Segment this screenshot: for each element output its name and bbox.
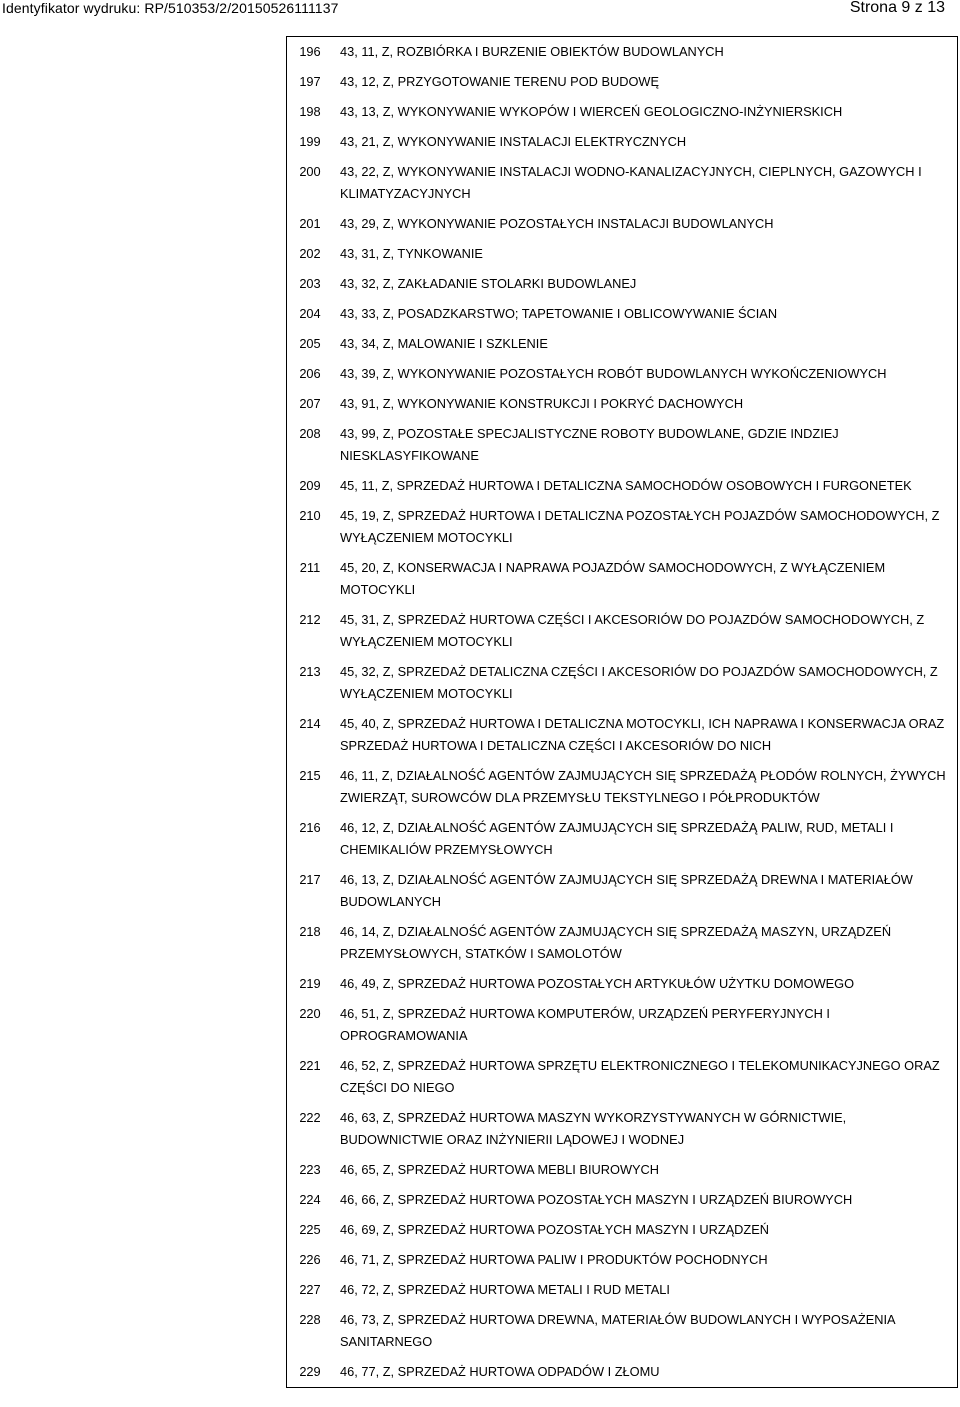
activity-codes-table <box>286 36 958 1388</box>
row-number: 196 <box>299 44 321 59</box>
row-activity-text: 46, 66, Z, SPRZEDAŻ HURTOWA POZOSTAŁYCH MASZYN I URZĄDZEŃ BIUROWYCH <box>340 1192 853 1207</box>
row-activity-text: 46, 77, Z, SPRZEDAŻ HURTOWA ODPADÓW I ZŁOMU <box>340 1364 660 1379</box>
table-row <box>287 999 958 1051</box>
activity-codes-body <box>287 37 958 1388</box>
row-number: 207 <box>299 396 321 411</box>
row-number: 222 <box>299 1110 321 1125</box>
table-row <box>287 97 958 127</box>
row-activity-text: 43, 11, Z, ROZBIÓRKA I BURZENIE OBIEKTÓW BUDOWLANYCH <box>340 44 724 59</box>
table-row <box>287 127 958 157</box>
row-number: 199 <box>299 134 321 149</box>
table-row <box>287 329 958 359</box>
table-row <box>287 657 958 709</box>
table-row <box>287 501 958 553</box>
row-activity-text: 43, 22, Z, WYKONYWANIE INSTALACJI WODNO-KANALIZACYJNYCH, CIEPLNYCH, GAZOWYCH I KLIMATYZACYJNYCH <box>340 164 922 201</box>
row-activity-text: 43, 33, Z, POSADZKARSTWO; TAPETOWANIE I OBLICOWYWANIE ŚCIAN <box>340 306 778 321</box>
row-activity-text: 46, 71, Z, SPRZEDAŻ HURTOWA PALIW I PRODUKTÓW POCHODNYCH <box>340 1252 768 1267</box>
table-row <box>287 1275 958 1305</box>
table-row <box>287 299 958 329</box>
row-number: 214 <box>299 716 321 731</box>
row-number: 228 <box>299 1312 321 1327</box>
table-row <box>287 269 958 299</box>
row-number: 201 <box>299 216 321 231</box>
table-row <box>287 1103 958 1155</box>
row-activity-text: 46, 49, Z, SPRZEDAŻ HURTOWA POZOSTAŁYCH ARTYKUŁÓW UŻYTKU DOMOWEGO <box>340 976 855 991</box>
row-activity-text: 43, 12, Z, PRZYGOTOWANIE TERENU POD BUDOWĘ <box>340 74 660 89</box>
row-activity-text: 46, 12, Z, DZIAŁALNOŚĆ AGENTÓW ZAJMUJĄCYCH SIĘ SPRZEDAŻĄ PALIW, RUD, METALI I CHEMIKALIÓW PRZEMYSŁOWYCH <box>340 820 894 857</box>
table-row <box>287 1215 958 1245</box>
table-row <box>287 865 958 917</box>
row-number: 206 <box>299 366 321 381</box>
row-number: 205 <box>299 336 321 351</box>
row-number: 213 <box>299 664 321 679</box>
row-activity-text: 46, 52, Z, SPRZEDAŻ HURTOWA SPRZĘTU ELEKTRONICZNEGO I TELEKOMUNIKACYJNEGO ORAZ CZĘŚCI DO NIEGO <box>340 1058 940 1095</box>
row-activity-text: 46, 69, Z, SPRZEDAŻ HURTOWA POZOSTAŁYCH MASZYN I URZĄDZEŃ <box>340 1222 770 1237</box>
row-activity-text: 43, 34, Z, MALOWANIE I SZKLENIE <box>340 336 548 351</box>
table-row <box>287 1305 958 1357</box>
row-number: 200 <box>299 164 321 179</box>
row-activity-text: 45, 40, Z, SPRZEDAŻ HURTOWA I DETALICZNA MOTOCYKLI, ICH NAPRAWA I KONSERWACJA ORAZ SPRZEDAŻ HURTOWA I DETALICZNA CZĘŚCI I AKCESORIÓW DO NICH <box>340 716 945 753</box>
table-row <box>287 419 958 471</box>
row-number: 223 <box>299 1162 321 1177</box>
row-activity-text: 46, 13, Z, DZIAŁALNOŚĆ AGENTÓW ZAJMUJĄCYCH SIĘ SPRZEDAŻĄ DREWNA I MATERIAŁÓW BUDOWLANYCH <box>340 872 913 909</box>
row-number: 208 <box>299 426 321 441</box>
row-activity-text: 43, 21, Z, WYKONYWANIE INSTALACJI ELEKTRYCZNYCH <box>340 134 687 149</box>
row-activity-text: 43, 99, Z, POZOSTAŁE SPECJALISTYCZNE ROBOTY BUDOWLANE, GDZIE INDZIEJ NIESKLASYFIKOWANE <box>340 426 839 463</box>
row-activity-text: 43, 39, Z, WYKONYWANIE POZOSTAŁYCH ROBÓT BUDOWLANYCH WYKOŃCZENIOWYCH <box>340 366 887 381</box>
row-activity-text: 43, 31, Z, TYNKOWANIE <box>340 246 483 261</box>
table-row <box>287 1051 958 1103</box>
row-activity-text: 46, 65, Z, SPRZEDAŻ HURTOWA MEBLI BIUROWYCH <box>340 1162 660 1177</box>
row-activity-text: 46, 72, Z, SPRZEDAŻ HURTOWA METALI I RUD METALI <box>340 1282 670 1297</box>
row-number: 226 <box>299 1252 321 1267</box>
row-number: 229 <box>299 1364 321 1379</box>
table-row <box>287 709 958 761</box>
row-number: 219 <box>299 976 321 991</box>
row-number: 227 <box>299 1282 321 1297</box>
row-number: 212 <box>299 612 321 627</box>
row-activity-text: 46, 51, Z, SPRZEDAŻ HURTOWA KOMPUTERÓW, URZĄDZEŃ PERYFERYJNYCH I OPROGRAMOWANIA <box>340 1006 830 1043</box>
table-row <box>287 157 958 209</box>
table-row <box>287 239 958 269</box>
table-row <box>287 553 958 605</box>
row-number: 197 <box>299 74 321 89</box>
table-row <box>287 969 958 999</box>
row-number: 220 <box>299 1006 321 1021</box>
row-number: 209 <box>299 478 321 493</box>
table-row <box>287 813 958 865</box>
table-row <box>287 605 958 657</box>
row-activity-text: 45, 31, Z, SPRZEDAŻ HURTOWA CZĘŚCI I AKCESORIÓW DO POJAZDÓW SAMOCHODOWYCH, Z WYŁĄCZENIEM MOTOCYKLI <box>340 612 925 649</box>
row-number: 204 <box>299 306 321 321</box>
row-number: 225 <box>299 1222 321 1237</box>
page-number: Strona 9 z 13 <box>849 0 945 16</box>
row-number: 203 <box>299 276 321 291</box>
row-number: 216 <box>299 820 321 835</box>
row-activity-text: 45, 32, Z, SPRZEDAŻ DETALICZNA CZĘŚCI I AKCESORIÓW DO POJAZDÓW SAMOCHODOWYCH, Z WYŁĄCZENIEM MOTOCYKLI <box>340 664 938 701</box>
row-activity-text: 43, 29, Z, WYKONYWANIE POZOSTAŁYCH INSTALACJI BUDOWLANYCH <box>340 216 774 231</box>
row-number: 210 <box>299 508 321 523</box>
table-row <box>287 359 958 389</box>
row-number: 202 <box>299 246 321 261</box>
table-row <box>287 1185 958 1215</box>
row-activity-text: 46, 11, Z, DZIAŁALNOŚĆ AGENTÓW ZAJMUJĄCYCH SIĘ SPRZEDAŻĄ PŁODÓW ROLNYCH, ŻYWYCH ZWIERZĄT, SUROWCÓW DLA PRZEMYSŁU TEKSTYLNEGO I PÓŁPRODUKTÓW <box>340 768 946 805</box>
table-row <box>287 1245 958 1275</box>
table-row <box>287 67 958 97</box>
table-row <box>287 471 958 501</box>
row-activity-text: 46, 63, Z, SPRZEDAŻ HURTOWA MASZYN WYKORZYSTYWANYCH W GÓRNICTWIE, BUDOWNICTWIE ORAZ INŻYNIERII LĄDOWEJ I WODNEJ <box>340 1110 847 1147</box>
row-number: 224 <box>299 1192 321 1207</box>
table-row <box>287 389 958 419</box>
table-row <box>287 761 958 813</box>
table-row <box>287 1155 958 1185</box>
table-row <box>287 1357 958 1388</box>
row-number: 218 <box>299 924 321 939</box>
row-activity-text: 43, 91, Z, WYKONYWANIE KONSTRUKCJI I POKRYĆ DACHOWYCH <box>340 396 744 411</box>
row-number: 211 <box>299 560 321 575</box>
row-number: 215 <box>299 768 321 783</box>
row-activity-text: 45, 19, Z, SPRZEDAŻ HURTOWA I DETALICZNA POZOSTAŁYCH POJAZDÓW SAMOCHODOWYCH, Z WYŁĄCZENIEM MOTOCYKLI <box>340 508 940 545</box>
row-activity-text: 43, 13, Z, WYKONYWANIE WYKOPÓW I WIERCEŃ GEOLOGICZNO-INŻYNIERSKICH <box>340 104 843 119</box>
row-activity-text: 45, 11, Z, SPRZEDAŻ HURTOWA I DETALICZNA SAMOCHODÓW OSOBOWYCH I FURGONETEK <box>340 478 912 493</box>
row-activity-text: 46, 14, Z, DZIAŁALNOŚĆ AGENTÓW ZAJMUJĄCYCH SIĘ SPRZEDAŻĄ MASZYN, URZĄDZEŃ PRZEMYSŁOWYCH, STATKÓW I SAMOLOTÓW <box>340 924 892 961</box>
row-activity-text: 46, 73, Z, SPRZEDAŻ HURTOWA DREWNA, MATERIAŁÓW BUDOWLANYCH I WYPOSAŻENIA SANITARNEGO <box>340 1312 895 1349</box>
print-identifier: Identyfikator wydruku: RP/510353/2/20150526111137 <box>2 0 339 16</box>
row-number: 198 <box>299 104 321 119</box>
row-number: 217 <box>299 872 321 887</box>
table-row <box>287 209 958 239</box>
table-row <box>287 917 958 969</box>
row-activity-text: 45, 20, Z, KONSERWACJA I NAPRAWA POJAZDÓW SAMOCHODOWYCH, Z WYŁĄCZENIEM MOTOCYKLI <box>340 560 886 597</box>
table-row <box>287 37 958 68</box>
row-activity-text: 43, 32, Z, ZAKŁADANIE STOLARKI BUDOWLANEJ <box>340 276 637 291</box>
row-number: 221 <box>299 1058 321 1073</box>
